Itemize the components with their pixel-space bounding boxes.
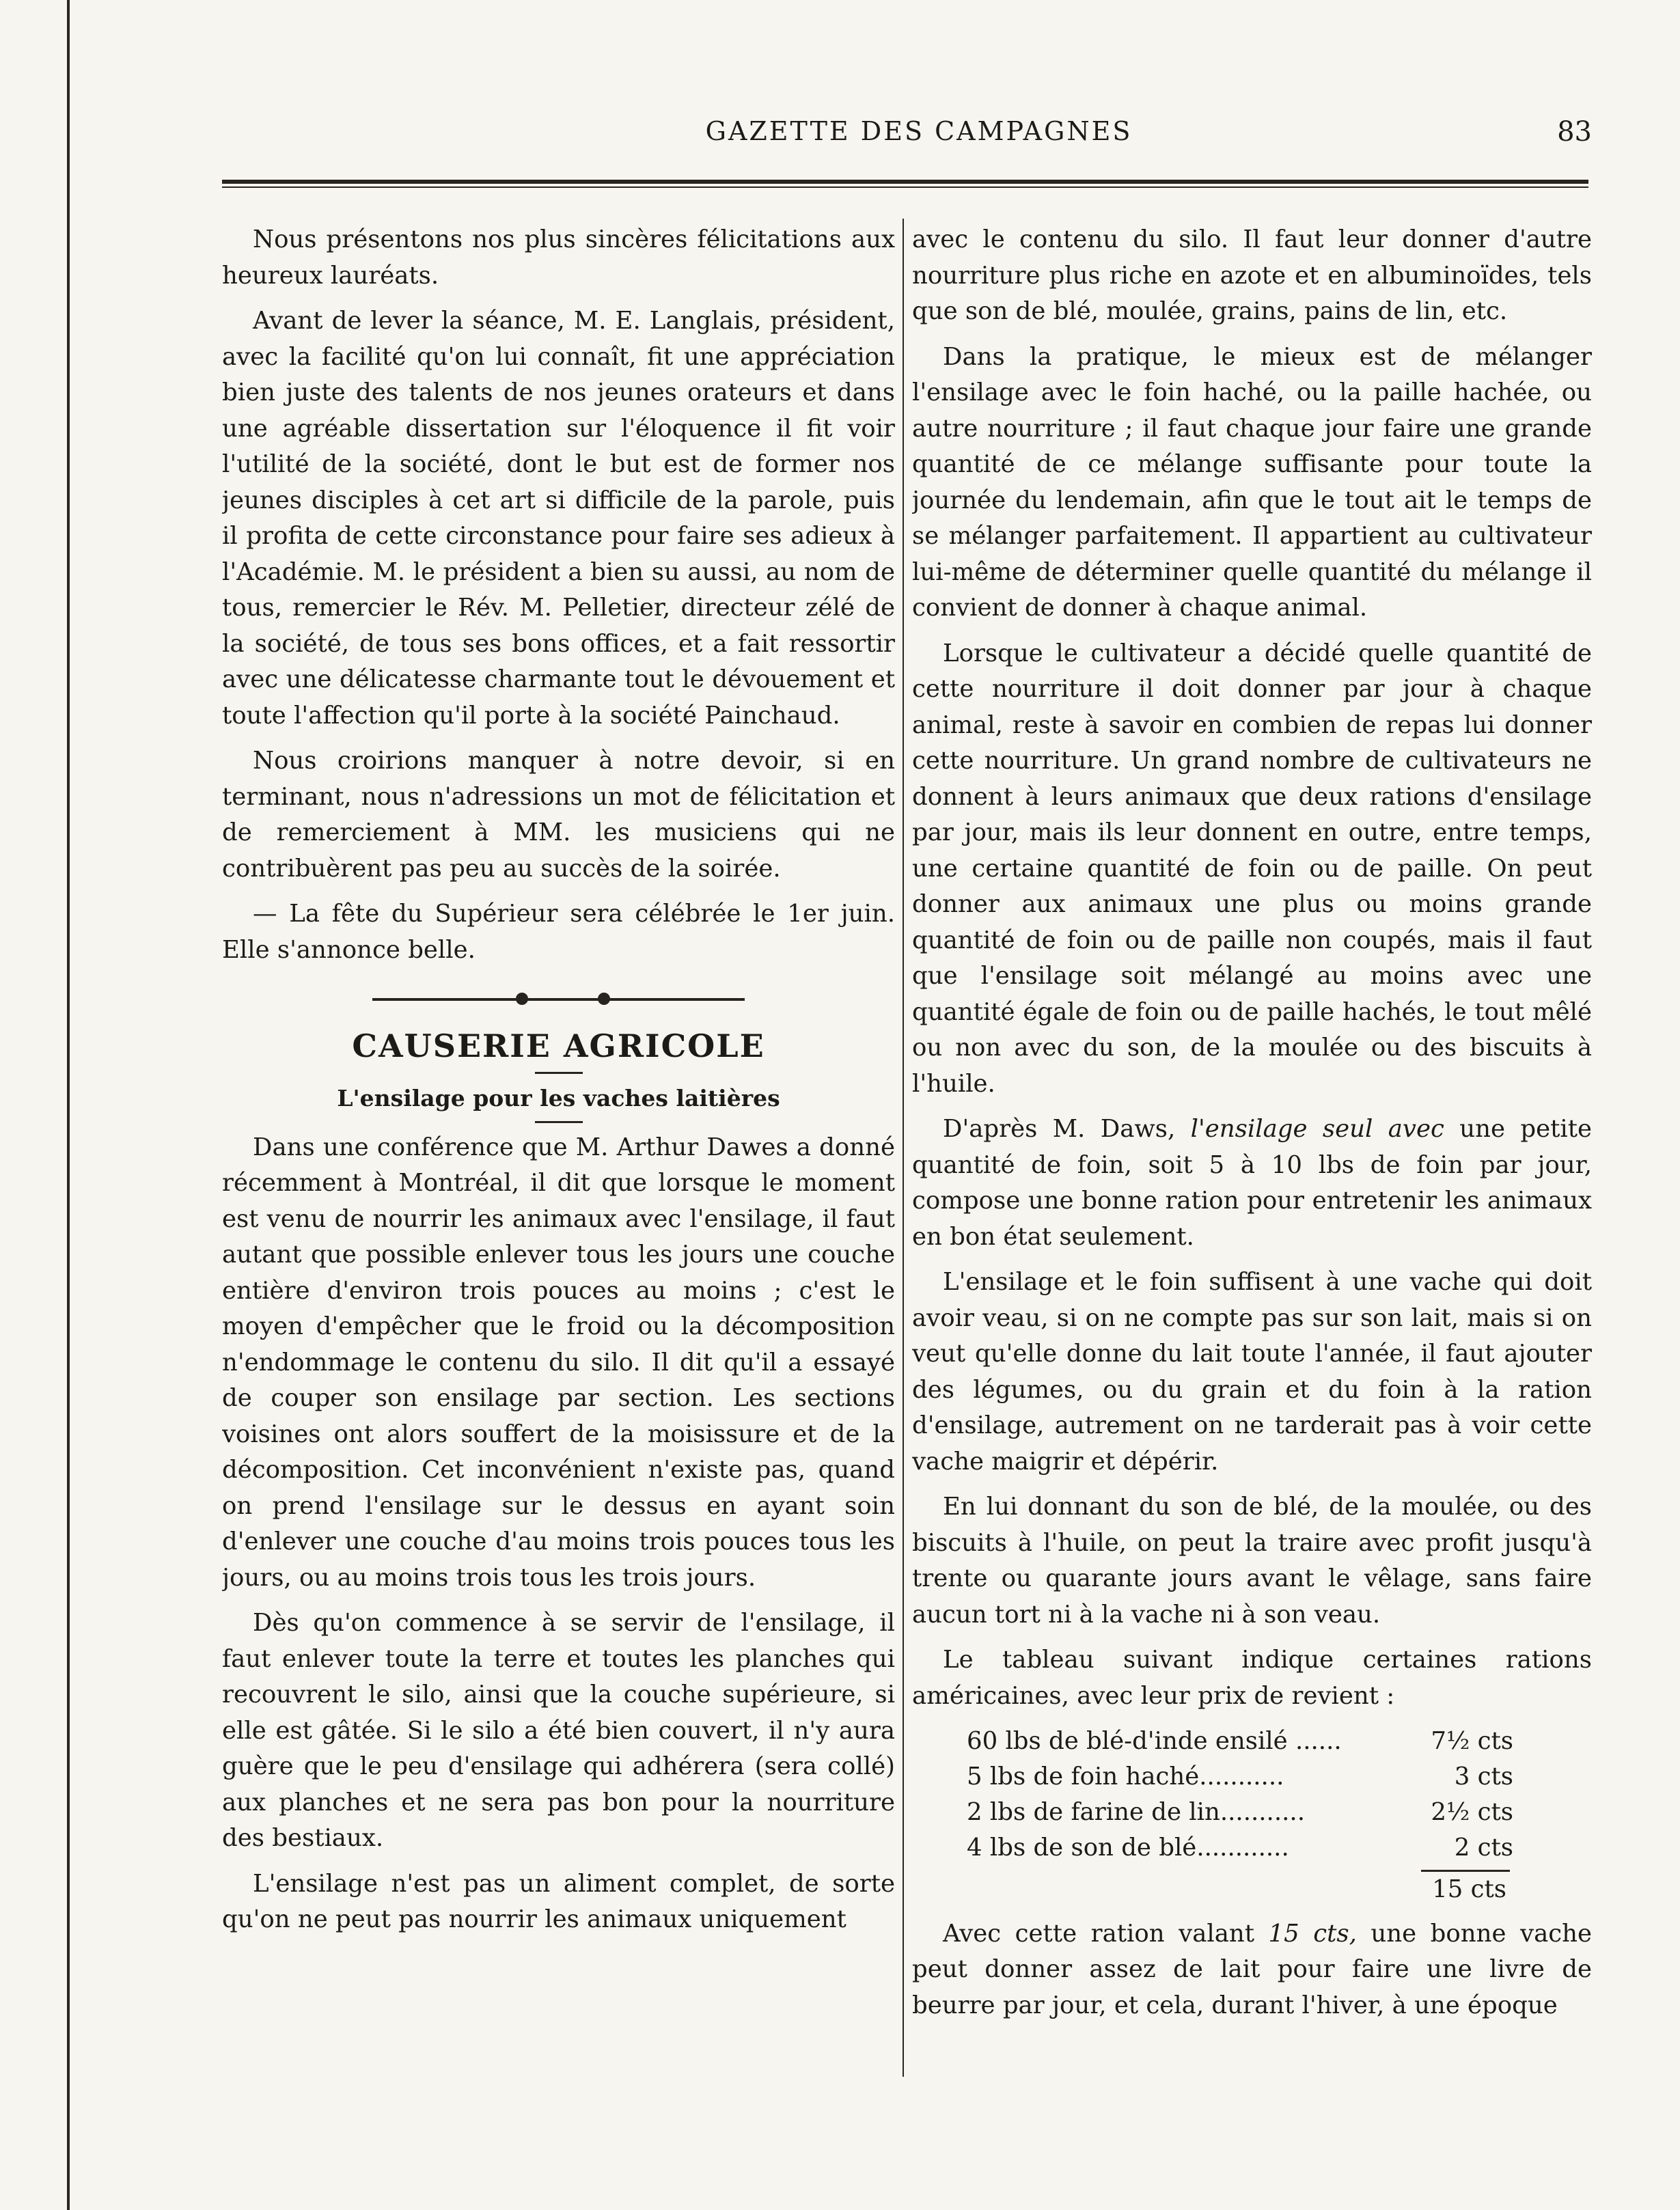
separator-dot <box>516 993 528 1005</box>
table-row <box>967 1830 1513 1866</box>
subtitle-underline <box>535 1121 583 1123</box>
final-italic: 15 cts, <box>1268 1919 1357 1948</box>
right-column <box>912 222 1592 2121</box>
ration-table <box>967 1724 1513 1866</box>
header-rule <box>222 180 1588 188</box>
section-title: CAUSERIE AGRICOLE <box>352 1027 765 1064</box>
paragraph: L'ensilage n'est pas un aliment complet, de sorte qu'on ne peut pas nourrir les animaux uniquement <box>222 1869 895 1933</box>
paragraph-daws <box>912 1111 1592 1255</box>
table-row <box>967 1759 1513 1795</box>
page-header <box>225 116 1612 164</box>
table-row <box>967 1724 1513 1759</box>
ration-price: 2½ cts <box>1431 1798 1513 1826</box>
paragraph: Avant de lever la séance, M. E. Langlais, président, avec la facilité qu'on lui connaît, fit une appréciation bien juste des talents de nos jeunes orateurs et dans une agréable dissertation sur l'éloquence il fit voir l'utilité de la société, dont le but est de former nos jeunes disciples à cet art si difficile de la parole, puis il profita de cette circonstance pour faire ses adieux à l'Académie. M. le président a bien su aussi, au nom de tous, remercier le Rév. M. Pelletier, directeur zélé de la société, de tous ses bons offices, et a fait ressortir avec une délicatesse charmante tout le dévouement et toute l'affection qu'il porte à la société Painchaud. <box>222 307 895 730</box>
title-underline <box>535 1072 583 1074</box>
paragraph: Lorsque le cultivateur a décidé quelle quantité de cette nourriture il doit donner par jour à chaque animal, reste à savoir en combien de repas lui donner cette nourriture. Un grand nombre de cultivateurs ne donnent à leurs animaux que deux rations d'ensilage par jour, mais ils leur donnent en outre, entre temps, une certaine quantité de foin ou de paille. On peut donner aux animaux une plus ou moins grande quantité de foin ou de paille non coupés, mais il faut que l'ensilage soit mélangé au moins avec une quantité égale de foin ou de paille hachés, le tout mêlé ou non avec du son, de la moulée ou des biscuits à l'huile. <box>912 639 1592 1098</box>
ration-total: 15 cts <box>1432 1875 1506 1903</box>
section-subtitle: L'ensilage pour les vaches laitières <box>337 1085 780 1111</box>
table-row <box>967 1795 1513 1830</box>
paragraph: En lui donnant du son de blé, de la moulée, ou des biscuits à l'huile, on peut la traire avec profit jusqu'à trente ou quarante jours avant le vêlage, sans faire aucun tort ni à la vache ni à son veau. <box>912 1493 1592 1629</box>
ration-price: 3 cts <box>1454 1763 1513 1791</box>
ration-price: 7½ cts <box>1431 1727 1513 1755</box>
paragraph: Dans la pratique, le mieux est de mélanger l'ensilage avec le foin haché, ou la paille hachée, ou autre nourriture ; il faut chaque jour faire une grande quantité de ce mélange suffisante pour toute la journée du lendemain, afin que le tout ait le temps de se mélanger parfaitement. Il appartient au cultivateur lui-même de déterminer quelle quantité du mélange il convient de donner à chaque animal. <box>912 342 1592 622</box>
separator-dot <box>598 993 610 1005</box>
ration-item: 5 lbs de foin haché........... <box>967 1763 1284 1791</box>
page-left-border <box>67 0 70 2210</box>
final-rest: une bonne vache peut donner assez de lait pour faire une livre de beurre par jour, et cela, durant l'hiver, à une époque <box>912 1919 1592 2019</box>
page-number: 83 <box>1557 116 1592 148</box>
ration-price: 2 cts <box>1454 1834 1513 1862</box>
ration-item: 4 lbs de son de blé............ <box>967 1834 1289 1862</box>
paragraph: Dans une conférence que M. Arthur Dawes a donné récemment à Montréal, il dit que lorsque le moment est venu de nourrir les animaux avec l'ensilage, il faut autant que possible enlever tous les jours une couche entière d'environ trois pouces au moins ; c'est le moyen d'empêcher que le froid ou la décomposition n'endommage le contenu du silo. Il dit qu'il a essayé de couper son ensilage par section. Les sections voisines ont alors souffert de la moisissure et de la décomposition. Cet inconvénient n'existe pas, quand on prend l'ensilage sur le dessus en ayant soin d'enlever une couche d'au moins trois pouces tous les jours, ou au moins trois tous les trois jours. <box>222 1133 895 1592</box>
daws-lead: D'après M. Daws, <box>943 1115 1191 1143</box>
running-title: GAZETTE DES CAMPAGNES <box>705 116 1133 146</box>
paragraph: — La fête du Supérieur sera célébrée le 1er juin. Elle s'annonce belle. <box>222 900 895 964</box>
ornamental-separator <box>222 989 895 1012</box>
daws-italic: l'ensilage seul avec <box>1190 1115 1444 1143</box>
paragraph: Le tableau suivant indique certaines rations américaines, avec leur prix de revient : <box>912 1646 1592 1710</box>
ration-item: 60 lbs de blé-d'inde ensilé ...... <box>967 1727 1342 1755</box>
paragraph: Dès qu'on commence à se servir de l'ensilage, il faut enlever toute la terre et toutes les planches qui recouvrent le silo, ainsi que la couche supérieure, si elle est gâtée. Si le silo a été bien couvert, il n'y aura guère que le peu d'ensilage qui adhérera (sera collé) aux planches et ne sera pas bon pour la nourriture des bestiaux. <box>222 1609 895 1852</box>
separator-line <box>372 998 745 1001</box>
ration-item: 2 lbs de farine de lin........... <box>967 1798 1305 1826</box>
paragraph: L'ensilage et le foin suffisent à une vache qui doit avoir veau, si on ne compte pas sur son lait, mais si on veut qu'elle donne du lait toute l'année, il faut ajouter des légumes, ou du grain et du foin à la ration d'ensilage, autrement on ne tarderait pas à voir cette vache maigrir et dépérir. <box>912 1268 1592 1476</box>
column-divider <box>903 219 904 2077</box>
daws-rest: une petite quantité de foin, soit 5 à 10 lbs de foin par jour, compose une bonne ration pour entretenir les animaux en bon état seulement. <box>912 1115 1592 1251</box>
left-column <box>222 222 895 2121</box>
final-lead: Avec cette ration valant <box>943 1919 1269 1948</box>
paragraph: Nous présentons nos plus sincères félicitations aux heureux lauréats. <box>222 225 895 290</box>
paragraph: avec le contenu du silo. Il faut leur donner d'autre nourriture plus riche en azote et en albuminoïdes, tels que son de blé, moulée, grains, pains de lin, etc. <box>912 225 1592 325</box>
paragraph: Nous croirions manquer à notre devoir, si en terminant, nous n'adressions un mot de félicitation et de remerciement à MM. les musiciens qui ne contribuèrent pas peu au succès de la soirée. <box>222 747 895 883</box>
paragraph-final <box>912 1916 1592 2024</box>
